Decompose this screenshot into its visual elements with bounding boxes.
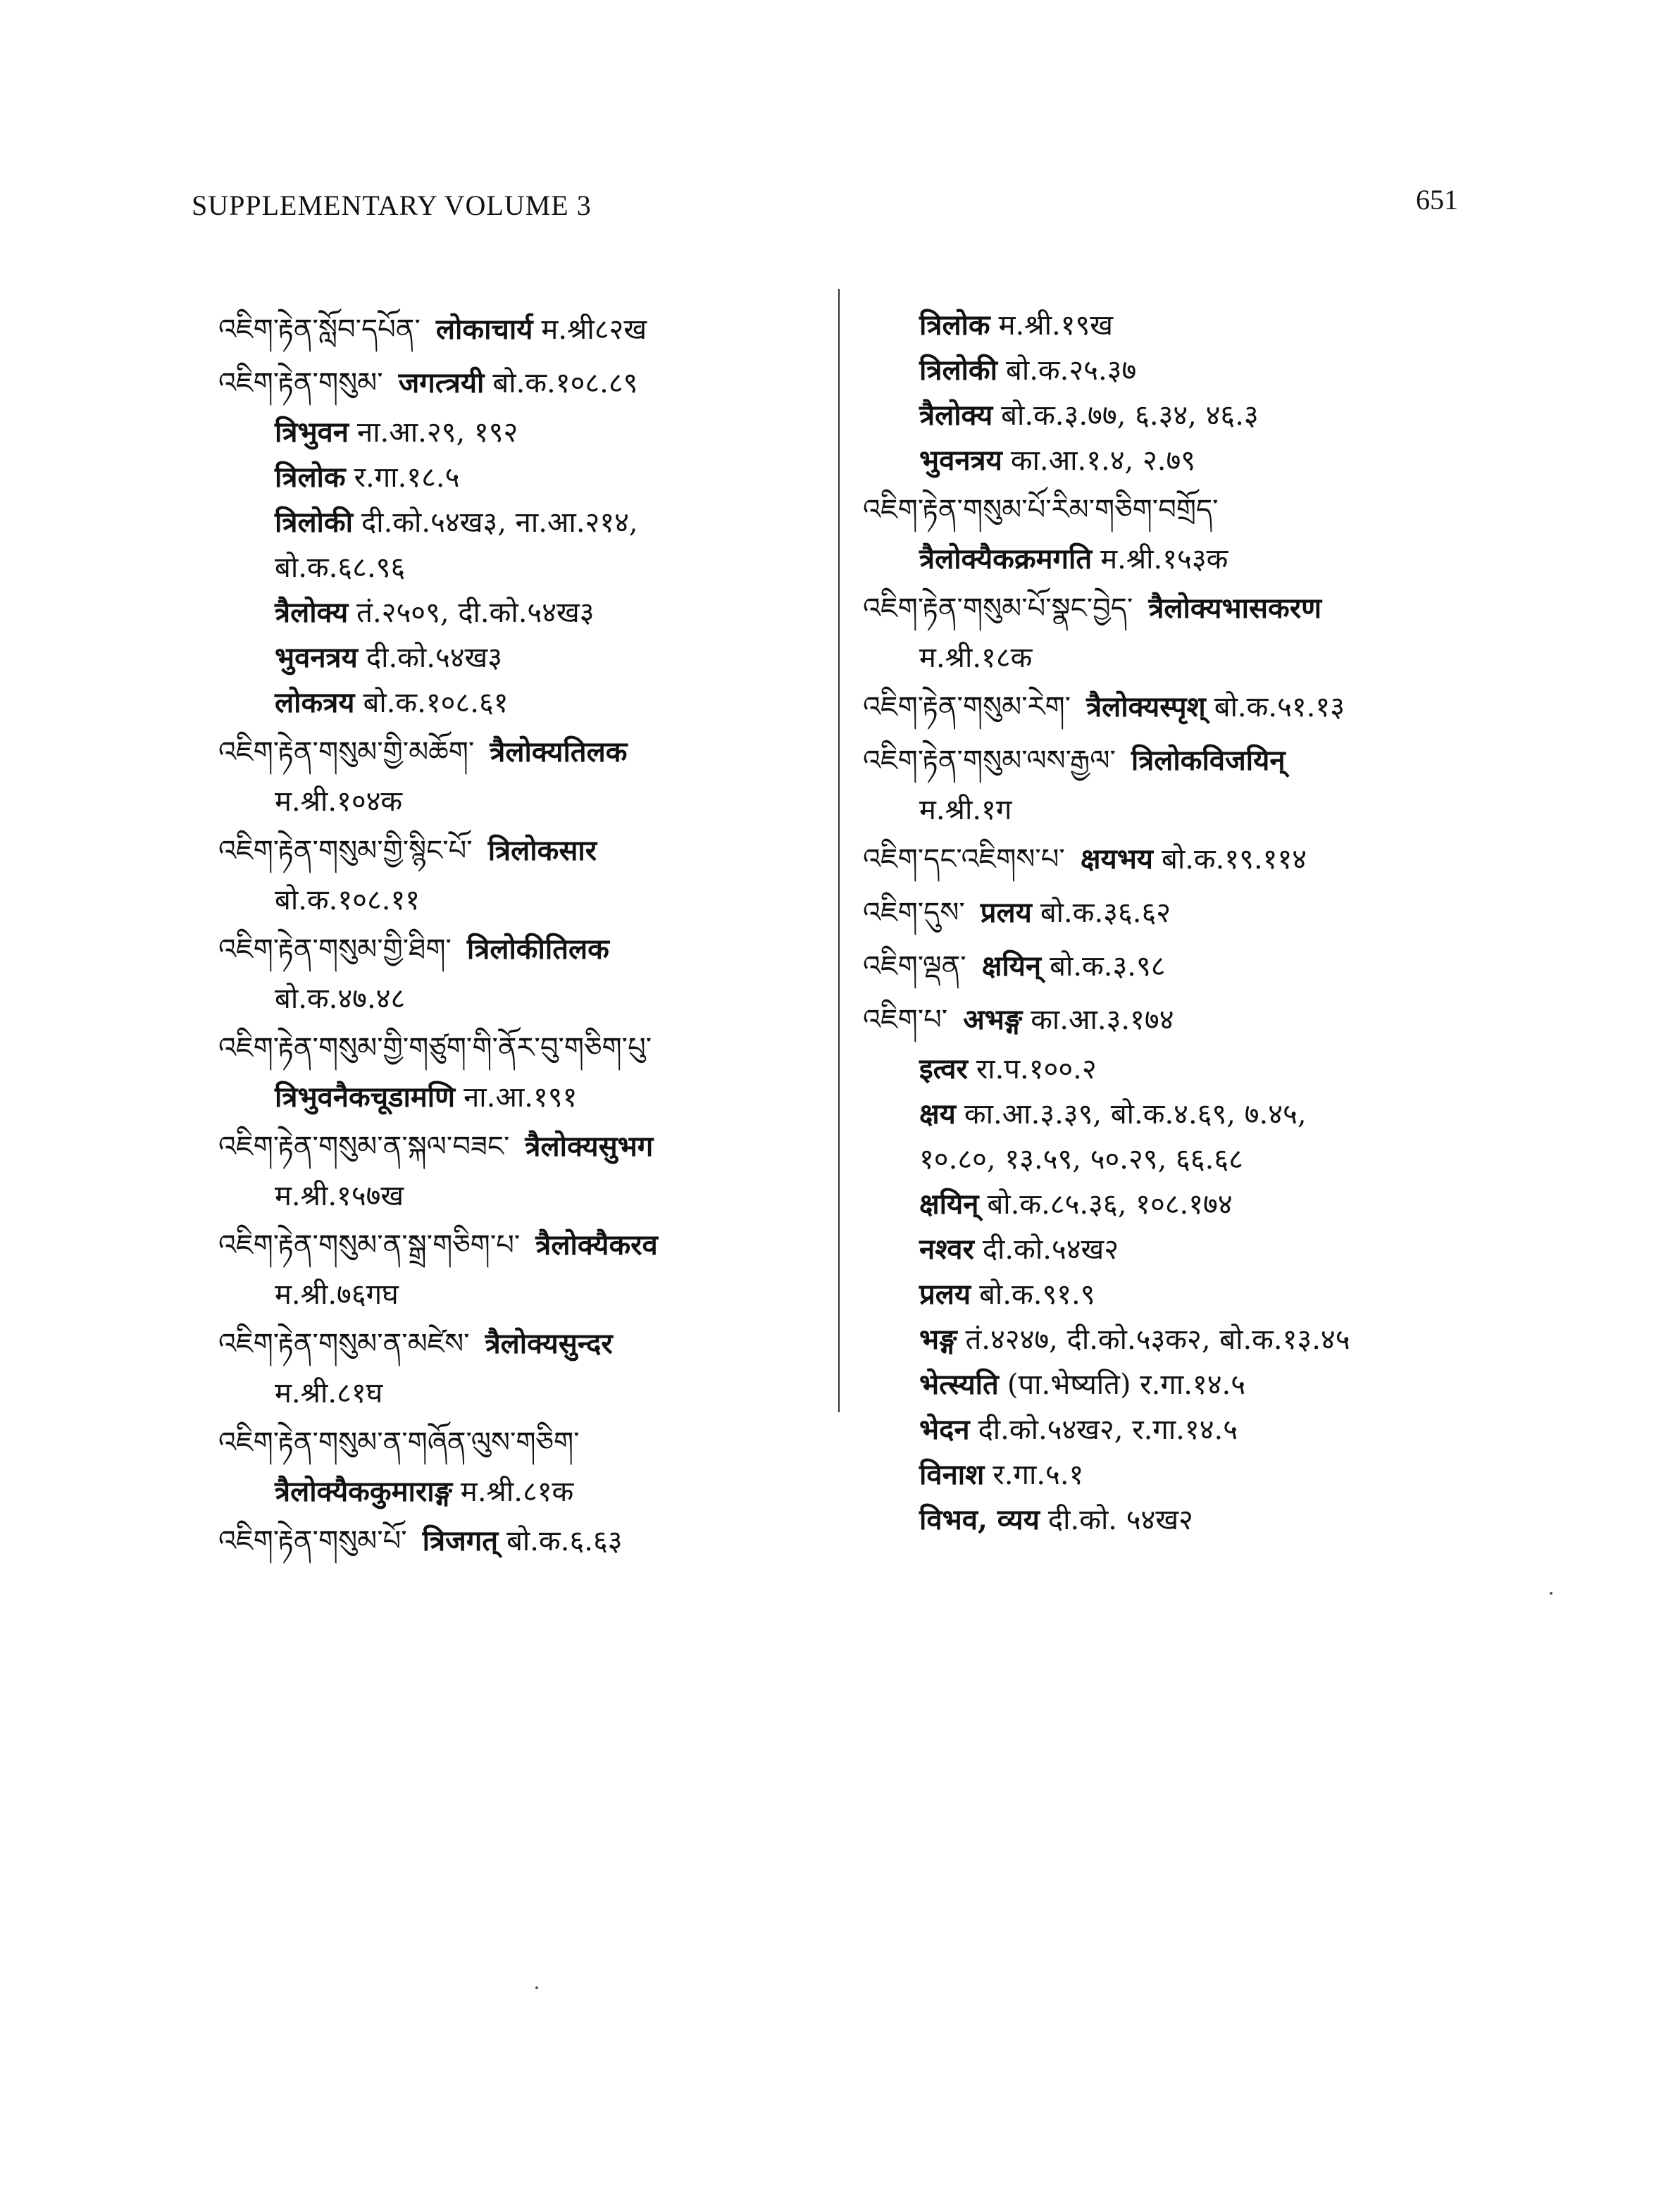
- sanskrit-equivalent: त्रिजगत्: [422, 1524, 499, 1557]
- entry-line: [856, 348, 1476, 393]
- source-reference: तं.४२४७, दी.को.५३क२, बो.क.१३.४५: [965, 1324, 1350, 1356]
- source-reference: ना.आ.२९, १९२: [357, 416, 518, 449]
- tibetan-headword: འཇིག་རྟེན་གསུམ་རེག་: [863, 691, 1071, 723]
- sanskrit-equivalent: त्रिलोक: [919, 309, 990, 342]
- sanskrit-equivalent: प्रलय: [980, 896, 1032, 929]
- source-reference: म.श्री.१८क: [919, 642, 1033, 674]
- sanskrit-equivalent: लोकाचार्य: [435, 313, 533, 346]
- sanskrit-equivalent: त्रिभुवनैकचूडामणि: [275, 1081, 456, 1114]
- entry-line: [211, 1173, 831, 1219]
- tibetan-headword: འཇིག་རྟེན་གསུམ་ན་སྐལ་བཟང་: [218, 1131, 510, 1163]
- entry-line: [856, 1317, 1476, 1362]
- entry-line: [211, 303, 831, 356]
- sanskrit-equivalent: त्रैलोक्य: [275, 596, 349, 629]
- running-title: SUPPLEMENTARY VOLUME 3: [192, 189, 592, 221]
- sanskrit-equivalent: त्रैलोक्यस्पृश्: [1086, 690, 1206, 723]
- entry-line: [211, 1416, 831, 1469]
- entry-line: [211, 1219, 831, 1272]
- source-reference: बो.क.५१.१३: [1214, 691, 1345, 723]
- source-reference: बो.क.३.९८: [1050, 950, 1166, 983]
- entry-line: [856, 1182, 1476, 1227]
- entry-line: [856, 1227, 1476, 1272]
- source-reference: बो.क.८५.३६, १०८.१७४: [987, 1188, 1233, 1221]
- tibetan-headword: འཇིག་རྟེན་གསུམ་གྱི་ཐིག་: [218, 933, 452, 966]
- entry-line: [856, 1452, 1476, 1498]
- source-reference: म.श्री८२ख: [541, 313, 647, 346]
- entry-line: [856, 582, 1476, 635]
- sanskrit-equivalent: लोकत्रय: [275, 686, 355, 719]
- sanskrit-equivalent: त्रैलोक्यतिलक: [490, 735, 628, 768]
- column-divider: [838, 289, 840, 1412]
- source-reference: र.गा.५.१: [993, 1459, 1084, 1491]
- sanskrit-equivalent: क्षयभय: [1080, 842, 1154, 876]
- tibetan-headword: འཇིག་རྟེན་གསུམ་པོ་: [218, 1525, 407, 1557]
- entry-line: [211, 1317, 831, 1371]
- page-number: 651: [1416, 184, 1458, 216]
- tibetan-headword: འཇིག་རྟེན་གསུམ་པོ་རིམ་གཅིག་བགྲོད་: [863, 494, 1219, 526]
- source-reference: १०.८०, १३.५९, ५०.२९, ६६.६८: [919, 1143, 1243, 1176]
- source-reference: का.आ.३.१७४: [1031, 1004, 1174, 1036]
- sanskrit-equivalent: त्रिलोकविजयिन्: [1131, 744, 1286, 777]
- source-reference: तं.२५०९, दी.को.५४ख३: [356, 597, 595, 629]
- sanskrit-equivalent: प्रलय: [919, 1278, 971, 1311]
- entry-line: [856, 1498, 1476, 1543]
- sanskrit-equivalent: इत्वर: [919, 1052, 968, 1085]
- tibetan-headword: འཇིག་རྟེན་སློབ་དཔོན་: [218, 313, 421, 346]
- entry-line: [856, 680, 1476, 734]
- entry-line: [856, 1092, 1476, 1137]
- sanskrit-equivalent: त्रिभुवन: [275, 416, 349, 449]
- sanskrit-equivalent: जगत्त्रयी: [398, 366, 485, 399]
- sanskrit-equivalent: त्रैलोक्यभासकरण: [1148, 592, 1322, 625]
- sanskrit-equivalent: त्रिलोकी: [275, 506, 353, 539]
- source-reference: म.श्री.८१क: [460, 1476, 574, 1508]
- entry-line: [856, 787, 1476, 833]
- sanskrit-equivalent: भेत्स्यति: [919, 1368, 999, 1401]
- entry-line: [211, 500, 831, 545]
- tibetan-headword: འཇིག་དང་འཇིགས་པ་: [863, 843, 1065, 876]
- entry-line: [856, 1272, 1476, 1317]
- entry-line: [211, 590, 831, 635]
- tibetan-headword: འཇིག་ལྡན་: [863, 950, 966, 983]
- tibetan-headword: འཇིག་རྟེན་གསུམ་: [218, 367, 383, 399]
- entry-line: [211, 878, 831, 923]
- sanskrit-equivalent: भङ्ग: [919, 1323, 957, 1356]
- source-reference: म.श्री.१०४क: [275, 785, 403, 818]
- source-reference: म.श्री.१५७ख: [275, 1180, 404, 1212]
- source-reference: बो.क.६८.९६: [275, 552, 406, 584]
- sanskrit-equivalent: भुवनत्रय: [919, 444, 1002, 477]
- source-reference: का.आ.३.३९, बो.क.४.६९, ७.४५,: [964, 1098, 1307, 1131]
- source-reference: रा.प.१००.२: [976, 1053, 1097, 1085]
- entry-line: [856, 886, 1476, 940]
- entry-line: [211, 824, 831, 878]
- entry-line: [856, 1407, 1476, 1452]
- tibetan-headword: འཇིག་རྟེན་གསུམ་པོ་སྣང་བྱེད་: [863, 592, 1133, 625]
- sanskrit-equivalent: त्रैलोक्यैककुमाराङ्ग: [275, 1475, 452, 1508]
- sanskrit-equivalent: त्रैलोक्यसुभग: [525, 1130, 654, 1163]
- tibetan-headword: འཇིག་རྟེན་གསུམ་གྱི་སྙིང་པོ་: [218, 835, 473, 867]
- entry-line: [856, 393, 1476, 438]
- source-reference: बो.क.३.७७, ६.३४, ४६.३: [1001, 399, 1259, 432]
- entry-line: [211, 1514, 831, 1568]
- sanskrit-equivalent: त्रैलोक्यसुन्दर: [485, 1327, 613, 1360]
- sanskrit-equivalent: विनाश: [919, 1458, 985, 1491]
- entry-line: [856, 483, 1476, 537]
- entry-line: [211, 1272, 831, 1317]
- sanskrit-equivalent: अभङ्ग: [963, 1003, 1023, 1036]
- sanskrit-equivalent: क्षय: [919, 1097, 956, 1131]
- source-reference: दी.को.५४ख२, र.गा.१४.५: [978, 1414, 1238, 1446]
- sanskrit-equivalent: त्रैलोक्य: [919, 399, 993, 432]
- source-reference: बो.क.९१.९: [979, 1278, 1095, 1311]
- entry-line: [856, 1362, 1476, 1407]
- sanskrit-equivalent: त्रिलोक: [275, 461, 346, 494]
- entry-line: [856, 940, 1476, 993]
- sanskrit-equivalent: त्रैलोक्यैकरव: [535, 1228, 658, 1262]
- entry-line: [856, 833, 1476, 886]
- source-reference: बो.क.३६.६२: [1040, 897, 1171, 929]
- sanskrit-equivalent: क्षयिन्: [981, 950, 1042, 983]
- source-reference: म.श्री.१ग: [919, 794, 1012, 826]
- source-reference: बो.क.१०८.११: [275, 884, 421, 916]
- source-reference: बो.क.१९.११४: [1162, 843, 1307, 876]
- source-reference: म.श्री.७६गघ: [275, 1278, 399, 1311]
- entry-line: [211, 356, 831, 410]
- entry-line: [211, 545, 831, 590]
- entry-line: [211, 1120, 831, 1173]
- entry-line: [856, 438, 1476, 483]
- tibetan-headword: འཇིག་དུས་: [863, 897, 965, 929]
- entry-line: [211, 923, 831, 976]
- source-reference: ना.आ.१९१: [463, 1081, 578, 1114]
- tibetan-headword: འཇིག་རྟེན་གསུམ་ན་གཞོན་ལུས་གཅིག་: [218, 1426, 580, 1459]
- source-reference: दी.को. ५४ख२: [1047, 1504, 1193, 1536]
- sanskrit-equivalent: भुवनत्रय: [275, 641, 358, 674]
- entry-line: [211, 726, 831, 779]
- entry-line: [211, 680, 831, 726]
- source-reference: म.श्री.१९ख: [998, 309, 1113, 342]
- source-reference: दी.को.५४ख२: [982, 1233, 1119, 1266]
- scan-speck: [1550, 1592, 1553, 1595]
- entry-line: [856, 303, 1476, 348]
- sanskrit-equivalent: भेदन: [919, 1413, 970, 1446]
- entry-line: [856, 993, 1476, 1047]
- tibetan-headword: འཇིག་རྟེན་གསུམ་ལས་རྒྱལ་: [863, 745, 1116, 777]
- entry-line: [211, 635, 831, 680]
- entry-line: [211, 976, 831, 1021]
- source-reference: बो.क.२५.३७: [1006, 354, 1137, 387]
- entry-line: [211, 410, 831, 455]
- entry-line: [211, 1021, 831, 1075]
- entry-line: [856, 1047, 1476, 1092]
- source-reference: का.आ.१.४, २.७९: [1010, 444, 1196, 477]
- source-reference: म.श्री.८१घ: [275, 1377, 383, 1409]
- entry-line: [856, 1137, 1476, 1182]
- tibetan-headword: འཇིག་རྟེན་གསུམ་གྱི་མཆོག་: [218, 736, 475, 768]
- left-column: [211, 303, 831, 1568]
- tibetan-headword: འཇིག་རྟེན་གསུམ་ན་མཛེས་: [218, 1328, 470, 1360]
- entry-line: [211, 1469, 831, 1514]
- entry-line: [856, 734, 1476, 787]
- sanskrit-equivalent: नश्वर: [919, 1233, 974, 1266]
- entry-line: [211, 1371, 831, 1416]
- entry-line: [211, 1075, 831, 1120]
- tibetan-headword: འཇིག་རྟེན་གསུམ་ན་སྒྲ་གཅིག་པ་: [218, 1229, 521, 1262]
- source-reference: दी.को.५४ख३, ना.आ.२१४,: [361, 506, 638, 539]
- entry-line: [211, 779, 831, 824]
- entry-line: [856, 635, 1476, 680]
- source-reference: बो.क.६.६३: [506, 1525, 623, 1557]
- sanskrit-equivalent: त्रैलोक्यैकक्रमगति: [919, 542, 1093, 575]
- tibetan-headword: འཇིག་རྟེན་གསུམ་གྱི་གཙུག་གི་ནོར་བུ་གཅིག་པུ་: [218, 1032, 652, 1064]
- scan-speck: [535, 1986, 538, 1989]
- sanskrit-equivalent: त्रिलोकसार: [487, 834, 597, 867]
- source-reference: दी.को.५४ख३: [366, 642, 503, 674]
- source-reference: म.श्री.१५३क: [1100, 543, 1228, 575]
- source-reference: र.गा.१८.५: [354, 461, 460, 494]
- sanskrit-equivalent: क्षयिन्: [919, 1188, 979, 1221]
- sanskrit-equivalent: त्रिलोकीतिलक: [466, 933, 609, 966]
- source-reference: बो.क.१०८.८९: [492, 367, 638, 399]
- right-column: [856, 303, 1476, 1543]
- source-reference: (पा.भेष्यति) र.गा.१४.५: [1007, 1369, 1246, 1401]
- source-reference: बो.क.१०८.६१: [363, 687, 509, 719]
- sanskrit-equivalent: विभव, व्यय: [919, 1503, 1040, 1536]
- sanskrit-equivalent: त्रिलोकी: [919, 354, 997, 387]
- source-reference: बो.क.४७.४८: [275, 983, 406, 1015]
- entry-line: [856, 537, 1476, 582]
- entry-line: [211, 455, 831, 500]
- tibetan-headword: འཇིག་པ་: [863, 1004, 948, 1036]
